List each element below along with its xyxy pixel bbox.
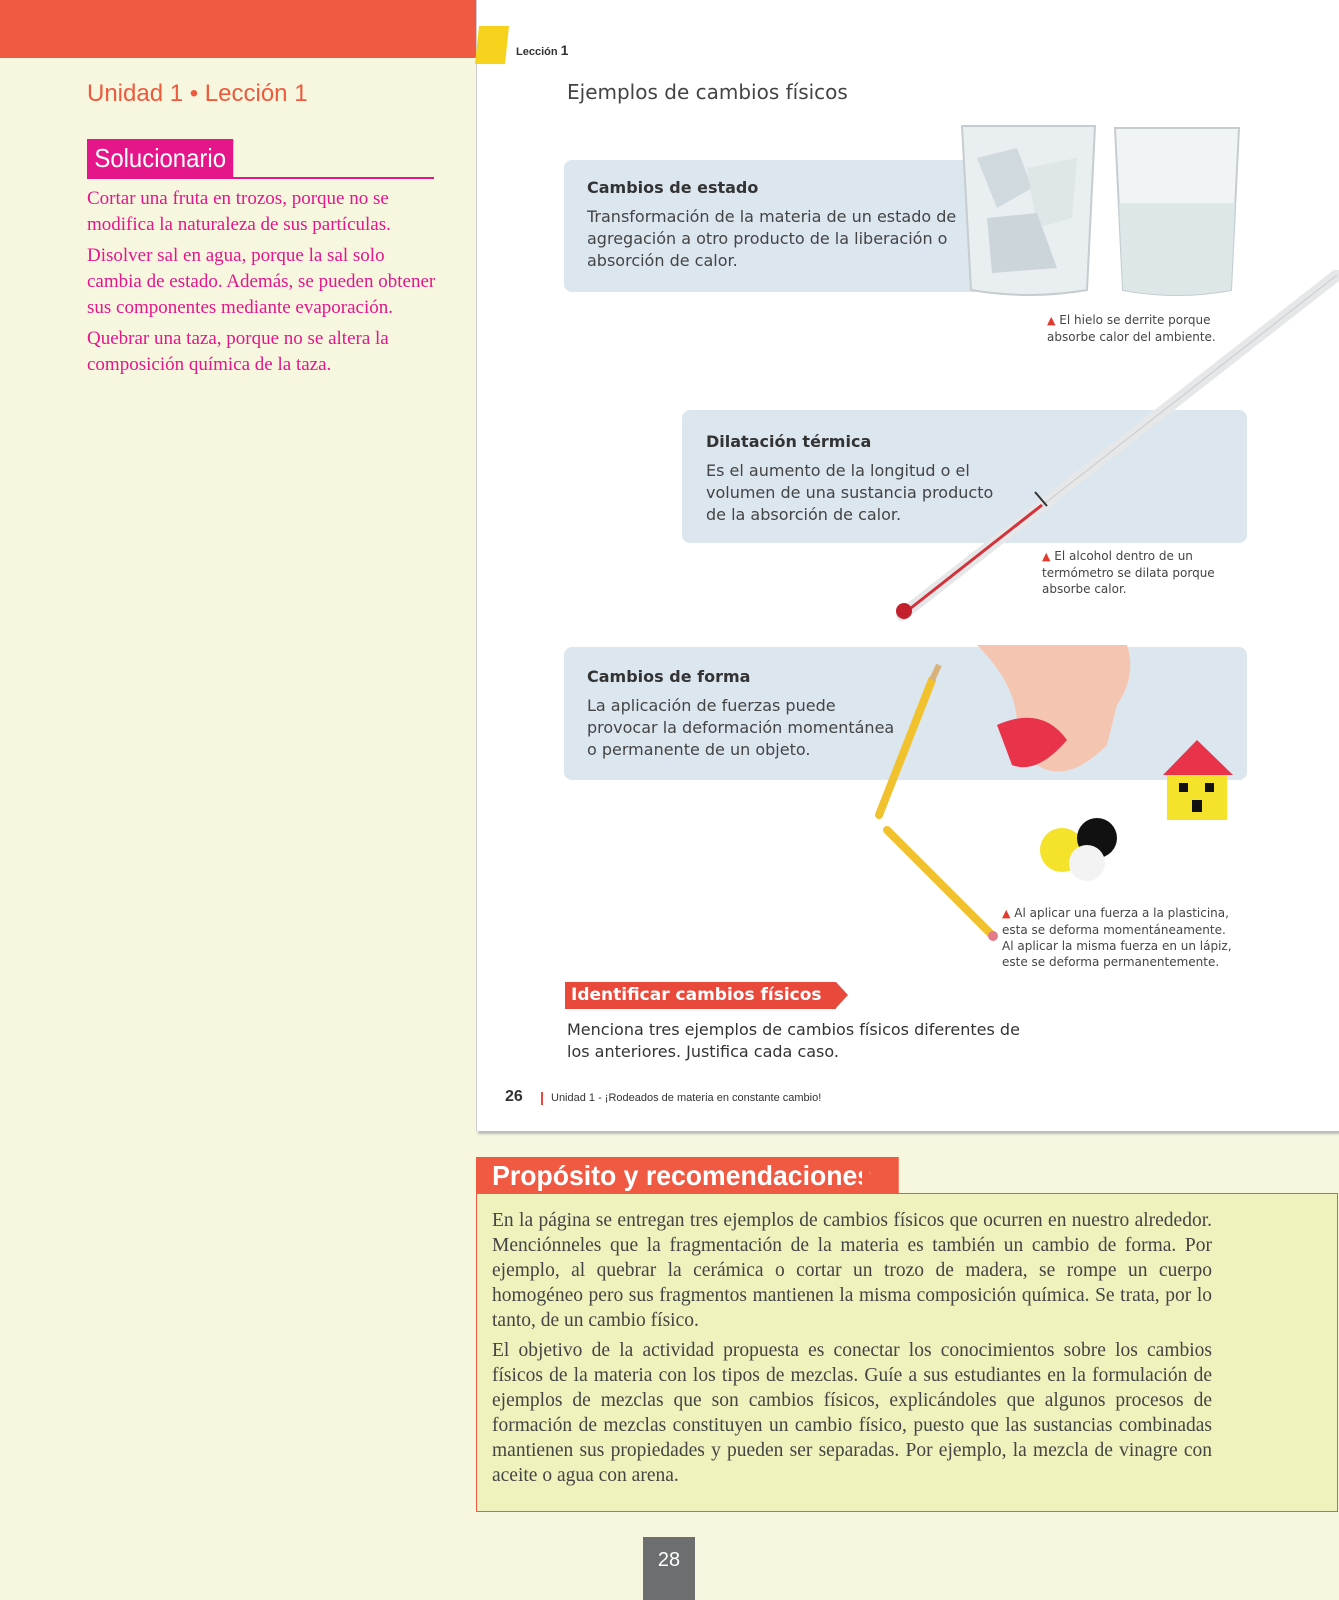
activity-title-tag: Identificar cambios físicos	[565, 982, 836, 1009]
lesson-marker	[475, 26, 509, 64]
proposito-title: Propósito y recomendaciones	[476, 1157, 899, 1194]
box-text-estado: Transformación de la materia de un estado de agregación a otro producto de la liberación o absorción de calor.	[587, 207, 957, 270]
box-text-dilatacion: Es el aumento de la longitud o el volumen de una sustancia producto de la absorción de calor.	[706, 461, 994, 524]
book-footer: Unidad 1 - ¡Rodeados de materia en constante cambio!	[551, 1092, 822, 1104]
box-title-forma: Cambios de forma	[587, 667, 751, 686]
caption-plasticina: ▲ Al aplicar una fuerza a la plasticina, esta se deforma momentáneamente. Al aplicar la misma fuerza en un lápiz, este se deforma permanentemente.	[1002, 906, 1232, 969]
answer-3: Quebrar una taza, porque no se altera la composición química de la taza.	[87, 328, 389, 375]
unit-lesson-title: Unidad 1 • Lección 1	[87, 80, 308, 107]
textbook-page	[476, 0, 1339, 1131]
caption-triangle-icon: ▲	[1002, 907, 1011, 920]
section-title: Ejemplos de cambios físicos	[567, 80, 848, 104]
solucionario-divider	[87, 177, 434, 179]
box-text-forma: La aplicación de fuerzas puede provocar la deformación momentánea o permanente de un objeto.	[587, 696, 895, 759]
book-page-number: 26	[505, 1088, 523, 1105]
proposito-box	[476, 1193, 1338, 1512]
answer-1: Cortar una fruta en trozos, porque no se modifica la naturaleza de sus partículas.	[87, 188, 391, 235]
lesson-label: Lección 1	[516, 42, 569, 58]
footer-separator	[541, 1092, 543, 1105]
solucionario-answers	[87, 186, 437, 383]
solucionario-label: Solucionario	[87, 139, 233, 177]
caption-triangle-icon: ▲	[1042, 550, 1051, 563]
top-color-bar	[0, 0, 476, 58]
guide-page-number: 28	[643, 1537, 695, 1600]
proposito-paragraph-2: El objetivo de la actividad propuesta es conectar los conocimientos sobre los cambios físicos de la materia con los tipos de mezclas. Guíe a sus estudiantes en la formulación de ejemplos de mezclas que son cambios físicos, explicándoles que algunos procesos de formación de mezclas constituyen un cambio físico, puesto que las sustancias combinadas mantienen sus propiedades y pueden ser separadas. Por ejemplo, la mezcla de vinagre con aceite o agua con arena.	[492, 1340, 1212, 1486]
box-title-estado: Cambios de estado	[587, 178, 759, 197]
caption-hielo: ▲ El hielo se derrite porque absorbe calor del ambiente.	[1047, 313, 1216, 344]
answer-2: Disolver sal en agua, porque la sal solo cambia de estado. Además, se pueden obtener sus componentes mediante evaporación.	[87, 245, 436, 318]
activity-text: Menciona tres ejemplos de cambios físicos diferentes de los anteriores. Justifica cada caso.	[567, 1020, 1020, 1061]
proposito-text	[492, 1208, 1212, 1493]
caption-triangle-icon: ▲	[1047, 314, 1056, 327]
proposito-paragraph-1: En la página se entregan tres ejemplos de cambios físicos que ocurren en nuestro alrededor. Menciónneles que la fragmentación de la materia es también un cambio de forma. Por ejemplo, al quebrar la cerámica o cortar un trozo de madera, se rompe un cuerpo homogéneo pero sus fragmentos mantienen la misma composición química. Se trata, por lo tanto, de un cambio físico.	[492, 1210, 1212, 1331]
caption-termometro: ▲ El alcohol dentro de un termómetro se dilata porque absorbe calor.	[1042, 549, 1215, 596]
box-title-dilatacion: Dilatación térmica	[706, 432, 872, 451]
proposito-tab-corner	[862, 1157, 880, 1194]
